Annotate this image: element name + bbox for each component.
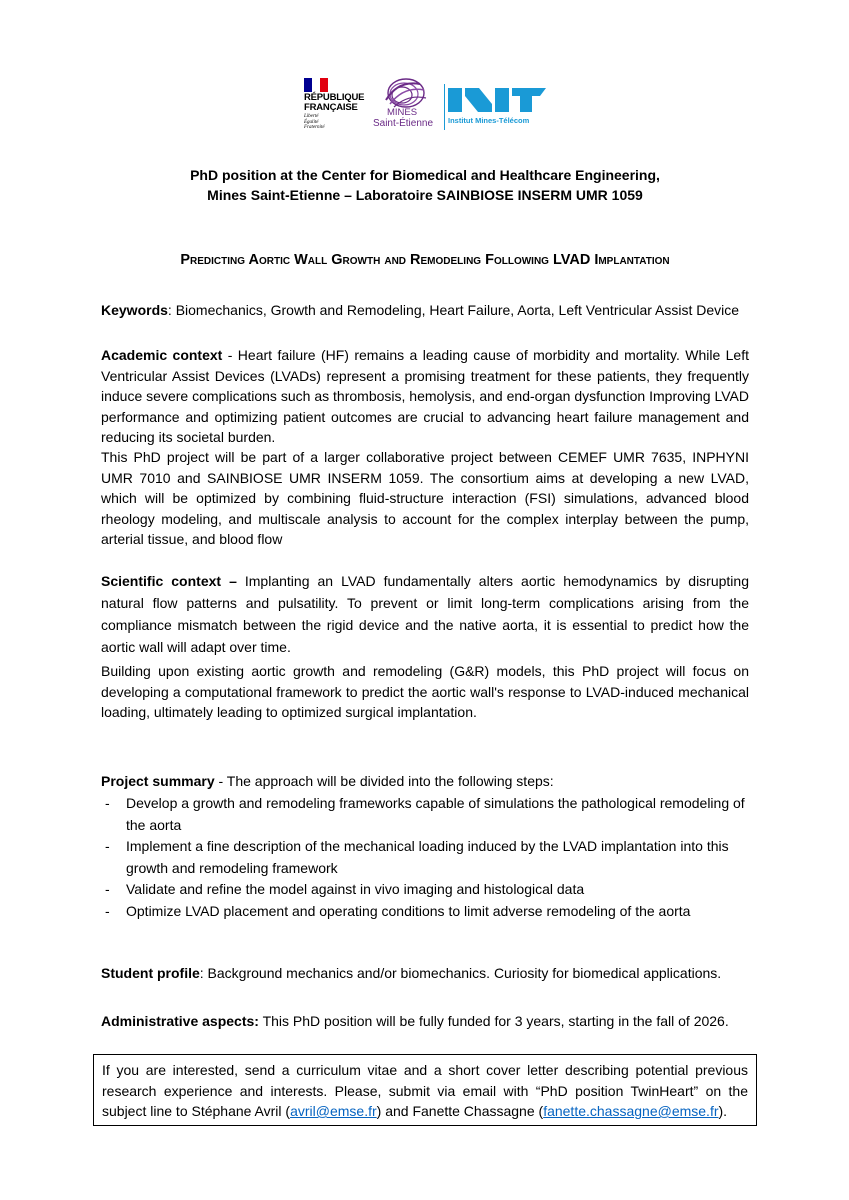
- scientific-context-paragraph: [101, 570, 749, 658]
- bullet-dash: -: [105, 838, 110, 854]
- list-item: [101, 879, 751, 901]
- administrative-aspects-paragraph: [101, 1011, 749, 1032]
- project-summary-text: - The approach will be divided into the following steps:: [214, 773, 554, 789]
- academic-context-paragraph-2: This PhD project will be part of a larger collaborative project between CEMEF UMR 7635, INPHYNI UMR 7010 and SAINBIOSE UMR INSERM 1059. The consortium aims at developing a new LVAD, which will be optimized by combining fluid-structure interaction (FSI) simulations, advanced blood rheology modeling, and multiscale analysis to account for the complex interplay between the pump, arterial tissue, and blood flow: [101, 449, 749, 547]
- list-item: [101, 793, 751, 836]
- project-steps-list: [101, 793, 751, 922]
- header-line2: Mines Saint-Etienne – Laboratoire SAINBIOSE INSERM UMR 1059: [207, 187, 643, 203]
- scientific-context-text: Implanting an LVAD fundamentally alters aortic hemodynamics by disrupting natural flow patterns and pulsatility. To prevent or limit long-term complications arising from the compliance mismatch between the rigid device and the native aorta, it is essential to predict how the aortic wall will adapt over time.: [101, 573, 749, 655]
- keywords-paragraph: [101, 300, 749, 321]
- republique-francaise-logo: [296, 76, 366, 138]
- imt-logo: [448, 86, 552, 130]
- imt-mark-icon: [448, 86, 548, 114]
- republique-text: [304, 93, 364, 113]
- republique-motto: [304, 114, 325, 131]
- student-profile-label: Student profile: [101, 965, 200, 981]
- mines-saint-etienne-logo: [368, 76, 440, 138]
- logo-separator: [444, 84, 445, 130]
- marianne-flag-icon: [304, 78, 328, 92]
- list-item-text: Validate and refine the model against in vivo imaging and histological data: [126, 881, 585, 897]
- logo-bar: [296, 76, 556, 138]
- student-profile-text: : Background mechanics and/or biomechanics. Curiosity for biomedical applications.: [199, 965, 722, 981]
- contact-text-1: If you are interested, send a curriculum vitae and a short cover letter describing potential previous research experience and interests. Please, submit via email with “PhD position TwinHeart” on the subject line to Stéphane Avril (: [102, 1062, 748, 1119]
- contact-text-2: ) and Fanette Chassagne (: [376, 1103, 544, 1119]
- administrative-aspects-label: Administrative aspects:: [101, 1013, 259, 1029]
- list-item-text: Optimize LVAD placement and operating conditions to limit adverse remodeling of the aorta: [126, 902, 691, 919]
- bullet-dash: -: [105, 795, 110, 811]
- email-link-chassagne[interactable]: fanette.chassagne@emse.fr: [543, 1103, 719, 1119]
- project-summary-paragraph: [101, 771, 749, 792]
- bullet-dash: -: [105, 881, 110, 897]
- republique-line2: FRANÇAISE: [304, 102, 358, 113]
- saint-etienne-text: Saint-Étienne: [372, 118, 434, 129]
- contact-box: [93, 1054, 757, 1126]
- republique-line1: RÉPUBLIQUE: [304, 92, 365, 103]
- keywords-text: : Biomechanics, Growth and Remodeling, Heart Failure, Aorta, Left Ventricular Assist Device: [167, 302, 740, 318]
- scientific-context-label: Scientific context –: [101, 573, 237, 589]
- contact-text-3: ).: [718, 1103, 728, 1119]
- mines-swirl-icon: [368, 76, 440, 110]
- project-summary-label: Project summary: [101, 773, 215, 789]
- motto-fraternite: Fraternité: [304, 125, 325, 131]
- academic-context-label: Academic context: [101, 347, 223, 363]
- keywords-label: Keywords: [101, 302, 168, 318]
- motto-liberte: Liberté: [304, 114, 319, 119]
- list-item: [101, 836, 751, 879]
- bullet-dash: -: [105, 902, 110, 919]
- motto-egalite: Égalité: [304, 119, 319, 125]
- header-line1: PhD position at the Center for Biomedical and Healthcare Engineering,: [190, 167, 660, 183]
- page-title: Predicting Aortic Wall Growth and Remodeling Following LVAD Implantation: [180, 252, 670, 268]
- email-link-avril[interactable]: avril@emse.fr: [290, 1103, 377, 1119]
- academic-context-text: - Heart failure (HF) remains a leading cause of morbidity and mortality. While Left Ventricular Assist Devices (LVADs) represent a promising treatment for these patients, they frequently induce severe complications such as thrombosis, hemolysis, and end-organ dysfunction Improving LVAD performance and optimizing patient outcomes are crucial to advancing heart failure management and reducing its societal burden.: [101, 347, 749, 445]
- student-profile-paragraph: [101, 963, 749, 984]
- list-item: [101, 901, 751, 923]
- academic-context-paragraph: [101, 345, 749, 448]
- imt-text: Institut Mines-Télécom: [448, 116, 530, 125]
- list-item-text: Develop a growth and remodeling frameworks capable of simulations the pathological remodeling of the aorta: [126, 795, 745, 833]
- list-item-text: Implement a fine description of the mechanical loading induced by the LVAD implantation into this growth and remodeling framework: [126, 838, 729, 876]
- mines-text: MINES: [386, 107, 418, 118]
- administrative-aspects-text: This PhD position will be fully funded for 3 years, starting in the fall of 2026.: [258, 1013, 729, 1029]
- scientific-context-paragraph-2: Building upon existing aortic growth and remodeling (G&R) models, this PhD project will focus on developing a computational framework to predict the aortic wall's response to LVAD-induced mechanical loading, ultimately leading to optimized surgical implantation.: [101, 663, 749, 720]
- position-header: [60, 165, 790, 205]
